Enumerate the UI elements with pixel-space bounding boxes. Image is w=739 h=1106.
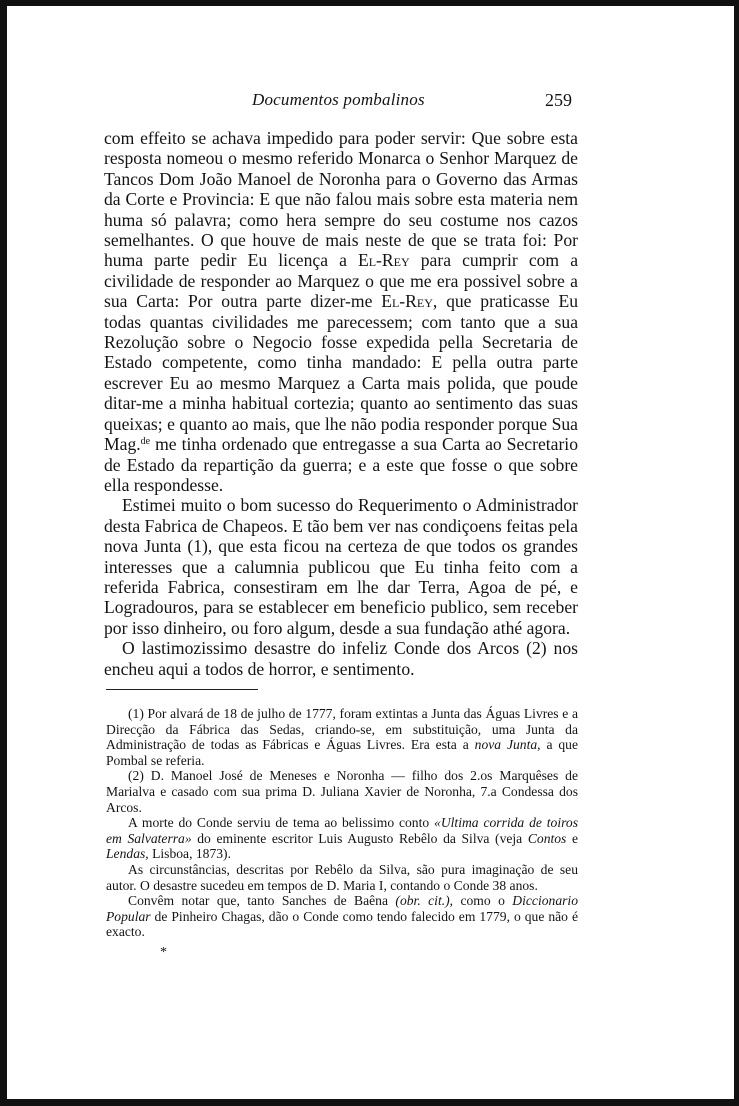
footnote-2d-text-b: , como o (449, 893, 513, 909)
footnote-2d-text-c: de Pinheiro Chagas, dão o Conde como tendo falecido em 1779, o que não é exacto. (106, 908, 578, 940)
footnote-1-italic: nova Junta (474, 737, 538, 753)
footnote-2b (106, 815, 578, 862)
footnote-2d-text-a: Convêm notar que, tanto Sanches de Baêna (128, 893, 396, 909)
paragraph-2: Estimei muito o bom sucesso do Requerimento o Administrador desta Fabrica de Chapeos. E tão bem ver nas condiçoens feitas pela nova Junta (1), que esta ficou na certeza de que todos os grandes interesses que a calumnia publicou que Eu tinha feito com a referida Fabrica, consestiram em lhe dar Terra, Agoa de pé, e Logradouros, para se establecer em beneficio publico, sem receber por isso dinheiro, ou foro algum, desde a sua fundação athé agora. (104, 495, 578, 638)
asterisk-mark: * (160, 945, 167, 960)
footnotes (106, 706, 578, 940)
footnote-1 (106, 706, 578, 768)
paragraph-1-text-b: para cumprir com a civilidade de responder ao Marquez o que me era possivel sobre a sua Carta: Por outra parte dizer-me (104, 250, 578, 312)
footnote-2d-italic-diccionario: Diccionario Popular (106, 893, 578, 924)
footnote-2b-text-c: e (566, 830, 578, 846)
footnote-2b-text-d: , Lisboa, 1873). (145, 846, 231, 862)
el-rey-smallcaps: El-Rey (381, 291, 433, 312)
running-head (0, 90, 739, 114)
footnote-2d-italic-obr: (obr. cit.) (395, 893, 450, 909)
superscript-de: de (140, 436, 151, 448)
footnote-2b-text-a: A morte do Conde serviu de tema ao belissimo conto (128, 815, 435, 831)
paragraph-1-text-a: com effeito se achava impedido para poder servir: Que sobre esta resposta nomeou o mesmo referido Monarca o Senhor Marquez de Tancos Dom João Manoel de Noronha para o Governo das Armas da Corte e Provincia: E que não falou mais sobre esta materia nem huma só palavra; como hera sempre do seu costume nos cazos semelhantes. O que houve de mais neste de que se trata foi: Por huma parte pedir Eu licença a (104, 128, 578, 271)
page-number: 259 (545, 90, 572, 110)
footnote-1-text-a: (1) Por alvará de 18 de julho de 1777, foram extintas a Junta das Águas Livres e a Direcção da Fábrica das Sedas, criando-se, em substituição, uma Junta da Administração de todas as Fábricas e Águas Livres. Era esta a (106, 706, 578, 753)
footnote-2d (106, 893, 578, 940)
running-title: Documentos pombalinos (252, 90, 425, 109)
paragraph-3: O lastimozissimo desastre do infeliz Conde dos Arcos (2) nos encheu aqui a todos de horror, e sentimento. (104, 638, 578, 679)
body-text (104, 128, 578, 679)
paragraph-1 (104, 128, 578, 495)
footnote-2b-italic-title: «Ultima corrida de toiros em Salvaterra» (106, 815, 578, 846)
footnote-2c: As circunstâncias, descritas por Rebêlo da Silva, são pura imaginação de seu autor. O desastre sucedeu em tempos de D. Maria I, contando o Conde 38 anos. (106, 861, 578, 893)
footnote-1-text-b: , a que Pombal se referia. (106, 737, 578, 768)
paragraph-1-text-d: me tinha ordenado que entregasse a sua Carta ao Secretario de Estado da repartição da guerra; e a este que fosse o que sobre ella respondesse. (104, 434, 578, 495)
paragraph-1-text-c: , que praticasse Eu todas quantas civilidades me parecessem; com tanto que a sua Rezolução sobre o Negocio fosse expedida pella Secretaria de Estado competente, como tinha mandado: E pella outra parte escrever Eu ao mesmo Marquez a Carta mais polida, que poude ditar-me a minha habitual cortezia; quanto ao sentimento das suas queixas; e quanto ao mais, que lhe não podia responder porque Sua Mag. (104, 291, 579, 455)
el-rey-smallcaps: El-Rey (357, 250, 410, 271)
footnote-2b-text-b: do eminente escritor Luis Augusto Rebêlo da Silva (veja (191, 830, 528, 846)
footnote-2b-italic-lendas: Lendas (106, 846, 146, 862)
footnote-rule (106, 689, 258, 690)
footnote-2a: (2) D. Manoel José de Meneses e Noronha — filho dos 2.os Marquêses de Marialva e casado com sua prima D. Juliana Xavier de Noronha, 7.a Condessa dos Arcos. (106, 768, 578, 815)
footnote-2b-italic-contos: Contos (527, 830, 567, 846)
